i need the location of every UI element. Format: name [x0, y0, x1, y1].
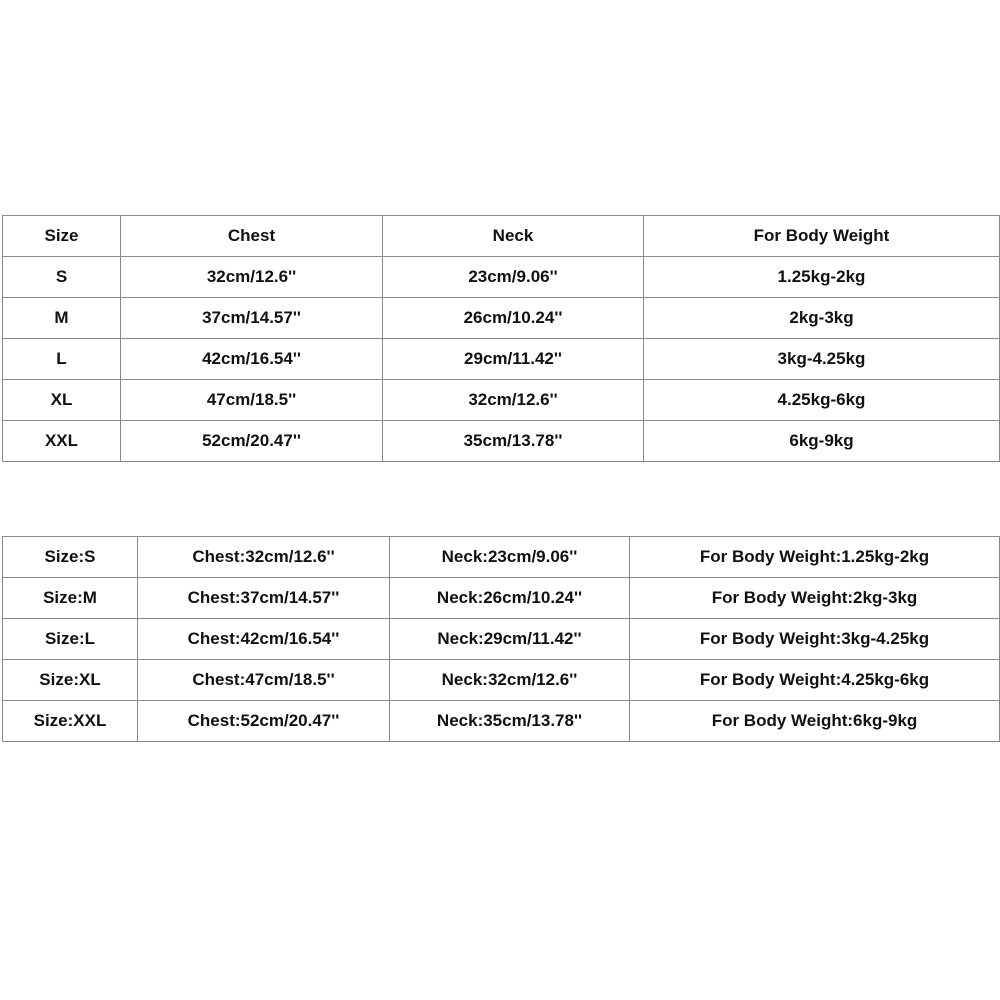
table-row: [3, 298, 1000, 339]
cell-chest: Chest:37cm/14.57'': [138, 578, 390, 619]
cell-chest: 47cm/18.5'': [121, 380, 383, 421]
cell-neck: Neck:32cm/12.6'': [390, 660, 630, 701]
table-row: [3, 339, 1000, 380]
cell-size: Size:S: [3, 537, 138, 578]
table-row: [3, 701, 1000, 742]
cell-neck: 35cm/13.78'': [383, 421, 644, 462]
cell-body-weight: For Body Weight:2kg-3kg: [630, 578, 1000, 619]
cell-size: S: [3, 257, 121, 298]
table-row: [3, 380, 1000, 421]
table-row: [3, 421, 1000, 462]
header-size: Size: [3, 216, 121, 257]
header-body-weight: For Body Weight: [644, 216, 1000, 257]
cell-neck: 32cm/12.6'': [383, 380, 644, 421]
cell-neck: Neck:23cm/9.06'': [390, 537, 630, 578]
cell-chest: 42cm/16.54'': [121, 339, 383, 380]
table-row: [3, 257, 1000, 298]
cell-neck: Neck:35cm/13.78'': [390, 701, 630, 742]
cell-neck: 29cm/11.42'': [383, 339, 644, 380]
table-row: [3, 660, 1000, 701]
table-row: [3, 537, 1000, 578]
cell-size: XL: [3, 380, 121, 421]
cell-size: Size:L: [3, 619, 138, 660]
cell-chest: 37cm/14.57'': [121, 298, 383, 339]
table-header-row: [3, 216, 1000, 257]
cell-neck: Neck:29cm/11.42'': [390, 619, 630, 660]
header-chest: Chest: [121, 216, 383, 257]
cell-neck: 26cm/10.24'': [383, 298, 644, 339]
cell-body-weight: For Body Weight:1.25kg-2kg: [630, 537, 1000, 578]
cell-neck: Neck:26cm/10.24'': [390, 578, 630, 619]
table-row: [3, 578, 1000, 619]
cell-size: Size:XL: [3, 660, 138, 701]
cell-size: M: [3, 298, 121, 339]
cell-body-weight: 6kg-9kg: [644, 421, 1000, 462]
header-neck: Neck: [383, 216, 644, 257]
cell-size: Size:M: [3, 578, 138, 619]
cell-body-weight: For Body Weight:6kg-9kg: [630, 701, 1000, 742]
cell-size: L: [3, 339, 121, 380]
cell-chest: Chest:42cm/16.54'': [138, 619, 390, 660]
cell-neck: 23cm/9.06'': [383, 257, 644, 298]
cell-body-weight: For Body Weight:3kg-4.25kg: [630, 619, 1000, 660]
cell-chest: Chest:47cm/18.5'': [138, 660, 390, 701]
cell-body-weight: For Body Weight:4.25kg-6kg: [630, 660, 1000, 701]
cell-body-weight: 4.25kg-6kg: [644, 380, 1000, 421]
size-chart-table: [2, 215, 1000, 462]
cell-size: Size:XXL: [3, 701, 138, 742]
cell-chest: 32cm/12.6'': [121, 257, 383, 298]
cell-body-weight: 3kg-4.25kg: [644, 339, 1000, 380]
cell-chest: Chest:52cm/20.47'': [138, 701, 390, 742]
cell-size: XXL: [3, 421, 121, 462]
cell-body-weight: 2kg-3kg: [644, 298, 1000, 339]
cell-chest: 52cm/20.47'': [121, 421, 383, 462]
table-row: [3, 619, 1000, 660]
cell-body-weight: 1.25kg-2kg: [644, 257, 1000, 298]
size-chart-labeled-table: [2, 536, 1000, 742]
cell-chest: Chest:32cm/12.6'': [138, 537, 390, 578]
